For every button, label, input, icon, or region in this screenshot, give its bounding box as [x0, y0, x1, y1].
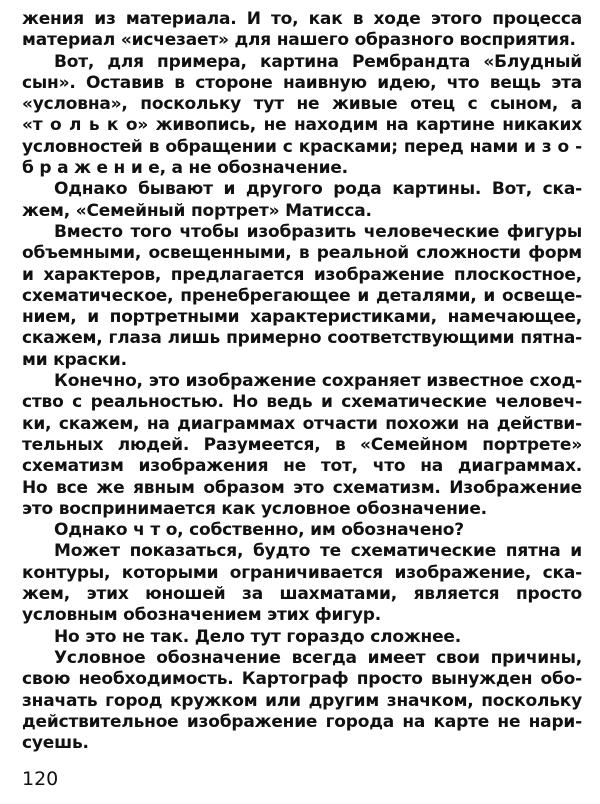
text-line: Однако бывают и другого рода картины. Вот, ска- — [54, 179, 582, 200]
text-line: суешь. — [22, 733, 89, 754]
body-text — [22, 9, 582, 754]
text-line: схематизм изображения не тот, что на диаграммах. — [22, 456, 582, 477]
text-line: действительное изображение города на карте не нари- — [22, 711, 582, 732]
text-line: условностей в обращении с красками; перед нами и з о - — [22, 136, 582, 157]
text-line: ми краски. — [22, 349, 127, 370]
text-line: жем, этих юношей за шахматами, является просто — [22, 584, 582, 605]
text-line: свою необходимость. Картограф просто вынужден обо- — [22, 669, 582, 690]
text-line: ки, скажем, на диаграммах отчасти похожи на действи- — [22, 413, 582, 434]
text-line: схематическое, пренебрегающее и деталями, и освеще- — [22, 285, 582, 306]
text-line: тельных людей. Разумеется, в «Семейном портрете» — [22, 434, 582, 455]
text-line: Условное обозначение всегда имеет свои причины, — [54, 647, 582, 668]
page-number: 120 — [22, 768, 59, 790]
text-line: «т о л ь к о» живопись, не находим на картине никаких — [22, 115, 582, 136]
text-line: контуры, которыми ограничивается изображение, ска- — [22, 562, 582, 583]
text-line: Конечно, это изображение сохраняет известное сход- — [54, 371, 582, 392]
text-line: б р а ж е н и е, а не обозначение. — [22, 158, 348, 179]
text-line: значать город кружком или другим значком, поскольку — [22, 690, 582, 711]
text-line: нием, и портретными характеристиками, намечающее, — [22, 307, 582, 328]
text-line: Но это не так. Дело тут гораздо сложнее. — [54, 626, 462, 647]
text-line: «условна», поскольку тут не живые отец с сыном, а — [22, 94, 582, 115]
text-line: Вот, для примера, картина Рембрандта «Блудный — [54, 51, 582, 72]
text-line: сын». Оставив в стороне наивную идею, что вещь эта — [22, 72, 582, 93]
text-line: материал «исчезает» для нашего образного восприятия. — [22, 30, 576, 51]
text-line: жения из материала. И то, как в ходе этого процесса — [22, 9, 582, 29]
text-line: скажем, глаза лишь примерно соответствующими пятна- — [22, 328, 582, 349]
text-line: объемными, освещенными, в реальной сложности форм — [22, 243, 582, 264]
text-line: ство с реальностью. Но ведь и схематические человеч- — [22, 392, 582, 413]
text-line: условным обозначением этих фигур. — [22, 605, 381, 626]
text-line: это воспринимается как условное обозначение. — [22, 498, 487, 519]
text-line: Вместо того чтобы изобразить человеческие фигуры — [54, 221, 582, 242]
text-line: и характеров, предлагается изображение плоскостное, — [22, 264, 582, 285]
text-line: Однако ч т о, собственно, им обозначено? — [54, 520, 464, 541]
text-line: Но все же явным образом это схематизм. Изображение — [22, 477, 582, 498]
text-line: жем, «Семейный портрет» Матисса. — [22, 200, 372, 221]
text-line: Может показаться, будто те схематические пятна и — [54, 541, 582, 562]
